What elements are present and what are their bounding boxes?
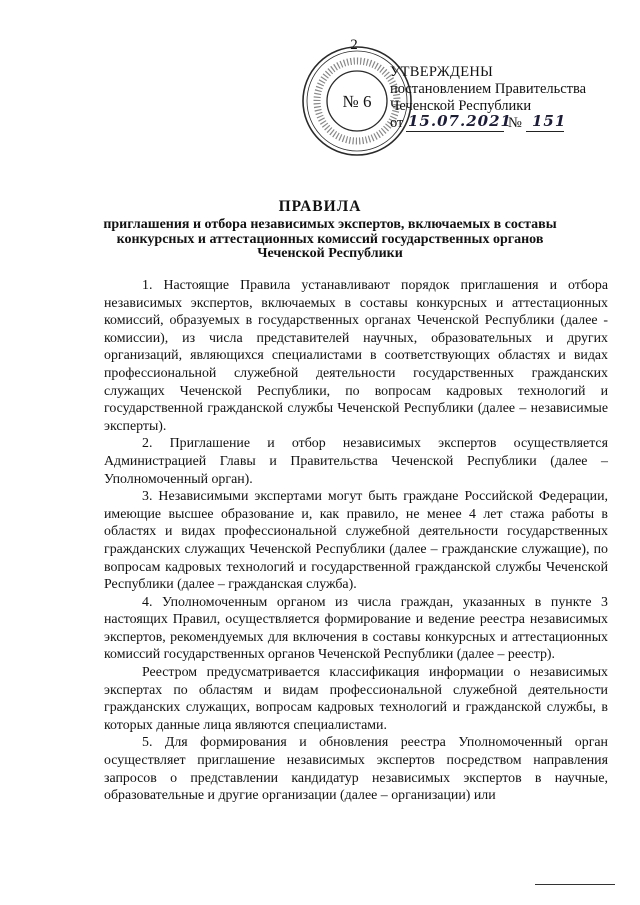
handwritten-date: 15.07.2021 — [408, 112, 512, 130]
approval-block — [390, 64, 610, 135]
date-underline — [406, 131, 504, 132]
stamp-number: № 6 — [342, 92, 372, 111]
number-prefix: № — [508, 115, 522, 131]
paragraph-4-continued: Реестром предусматривается классификация информации о независимых экспертах по областям и видам профессиональной служебной деятельности гражданских служащих, вопросам кадровых технологий и гражданской службы, в которых данные лица являются специалистами. — [104, 665, 608, 733]
paragraph-3: 3. Независимыми экспертами могут быть граждане Российской Федерации, имеющие высшее образование и, как правило, не менее 4 лет стажа работы в областях и видах профессиональной служебной деятельности государственных гражданских служащих Чеченской Республики (далее – гражданские служащие), по вопросам кадровых технологий и государственной гражданской службы Чеченской Республики (далее – гражданская служба). — [104, 489, 608, 593]
subtitle-line: конкурсных и аттестационных комиссий государственных органов — [116, 231, 544, 247]
document-body — [104, 277, 608, 805]
paragraph-1: 1. Настоящие Правила устанавливают порядок приглашения и отбора независимых экспертов, включаемых в составы конкурсных и аттестационных комиссий, образуемых в государственных органах Чеченской Республики (далее - комиссии), из числа представителей научных, образовательных и других организаций, являющихся специалистами в соответствующих областях и видах профессиональной служебной деятельности государственных гражданских служащих Чеченской Республики, по вопросам кадровых технологий и государственной гражданской службы Чеченской Республики (далее – независимые эксперты). — [104, 278, 608, 434]
approval-date-line — [390, 112, 610, 135]
paragraph-2: 2. Приглашение и отбор независимых экспертов осуществляется Администрацией Главы и Правительства Чеченской Республики (далее – Уполномоченный орган). — [104, 436, 608, 487]
approval-line-2: Чеченской Республики — [390, 98, 532, 114]
paragraph-5: 5. Для формирования и обновления реестра Уполномоченный орган осуществляет приглашение независимых экспертов посредством направления запросов о представлении кандидатур независимых экспертов в научные, образовательные и другие организации (далее – организации) или — [104, 735, 608, 804]
approval-title: УТВЕРЖДЕНЫ — [390, 64, 494, 80]
date-prefix: от — [390, 115, 404, 131]
document-subtitle — [95, 218, 565, 262]
page-number: 2 — [350, 37, 358, 53]
footer-rule — [535, 884, 615, 885]
document-title: ПРАВИЛА — [278, 198, 362, 215]
approval-line-1: постановлением Правительства — [390, 81, 587, 97]
paragraph-4: 4. Уполномоченным органом из числа граждан, указанных в пункте 3 настоящих Правил, осуществляется формирование и ведение реестра независимых экспертов, рекомендуемых для включения в составы конкурсных и аттестационных комиссий государственных органов Чеченской Республики (далее – реестр). — [104, 594, 608, 663]
number-underline — [526, 131, 564, 132]
subtitle-line: Чеченской Республики — [257, 246, 403, 261]
subtitle-line: приглашения и отбора независимых экспертов, включаемых в составы — [103, 217, 557, 232]
handwritten-number: 151 — [532, 112, 567, 130]
